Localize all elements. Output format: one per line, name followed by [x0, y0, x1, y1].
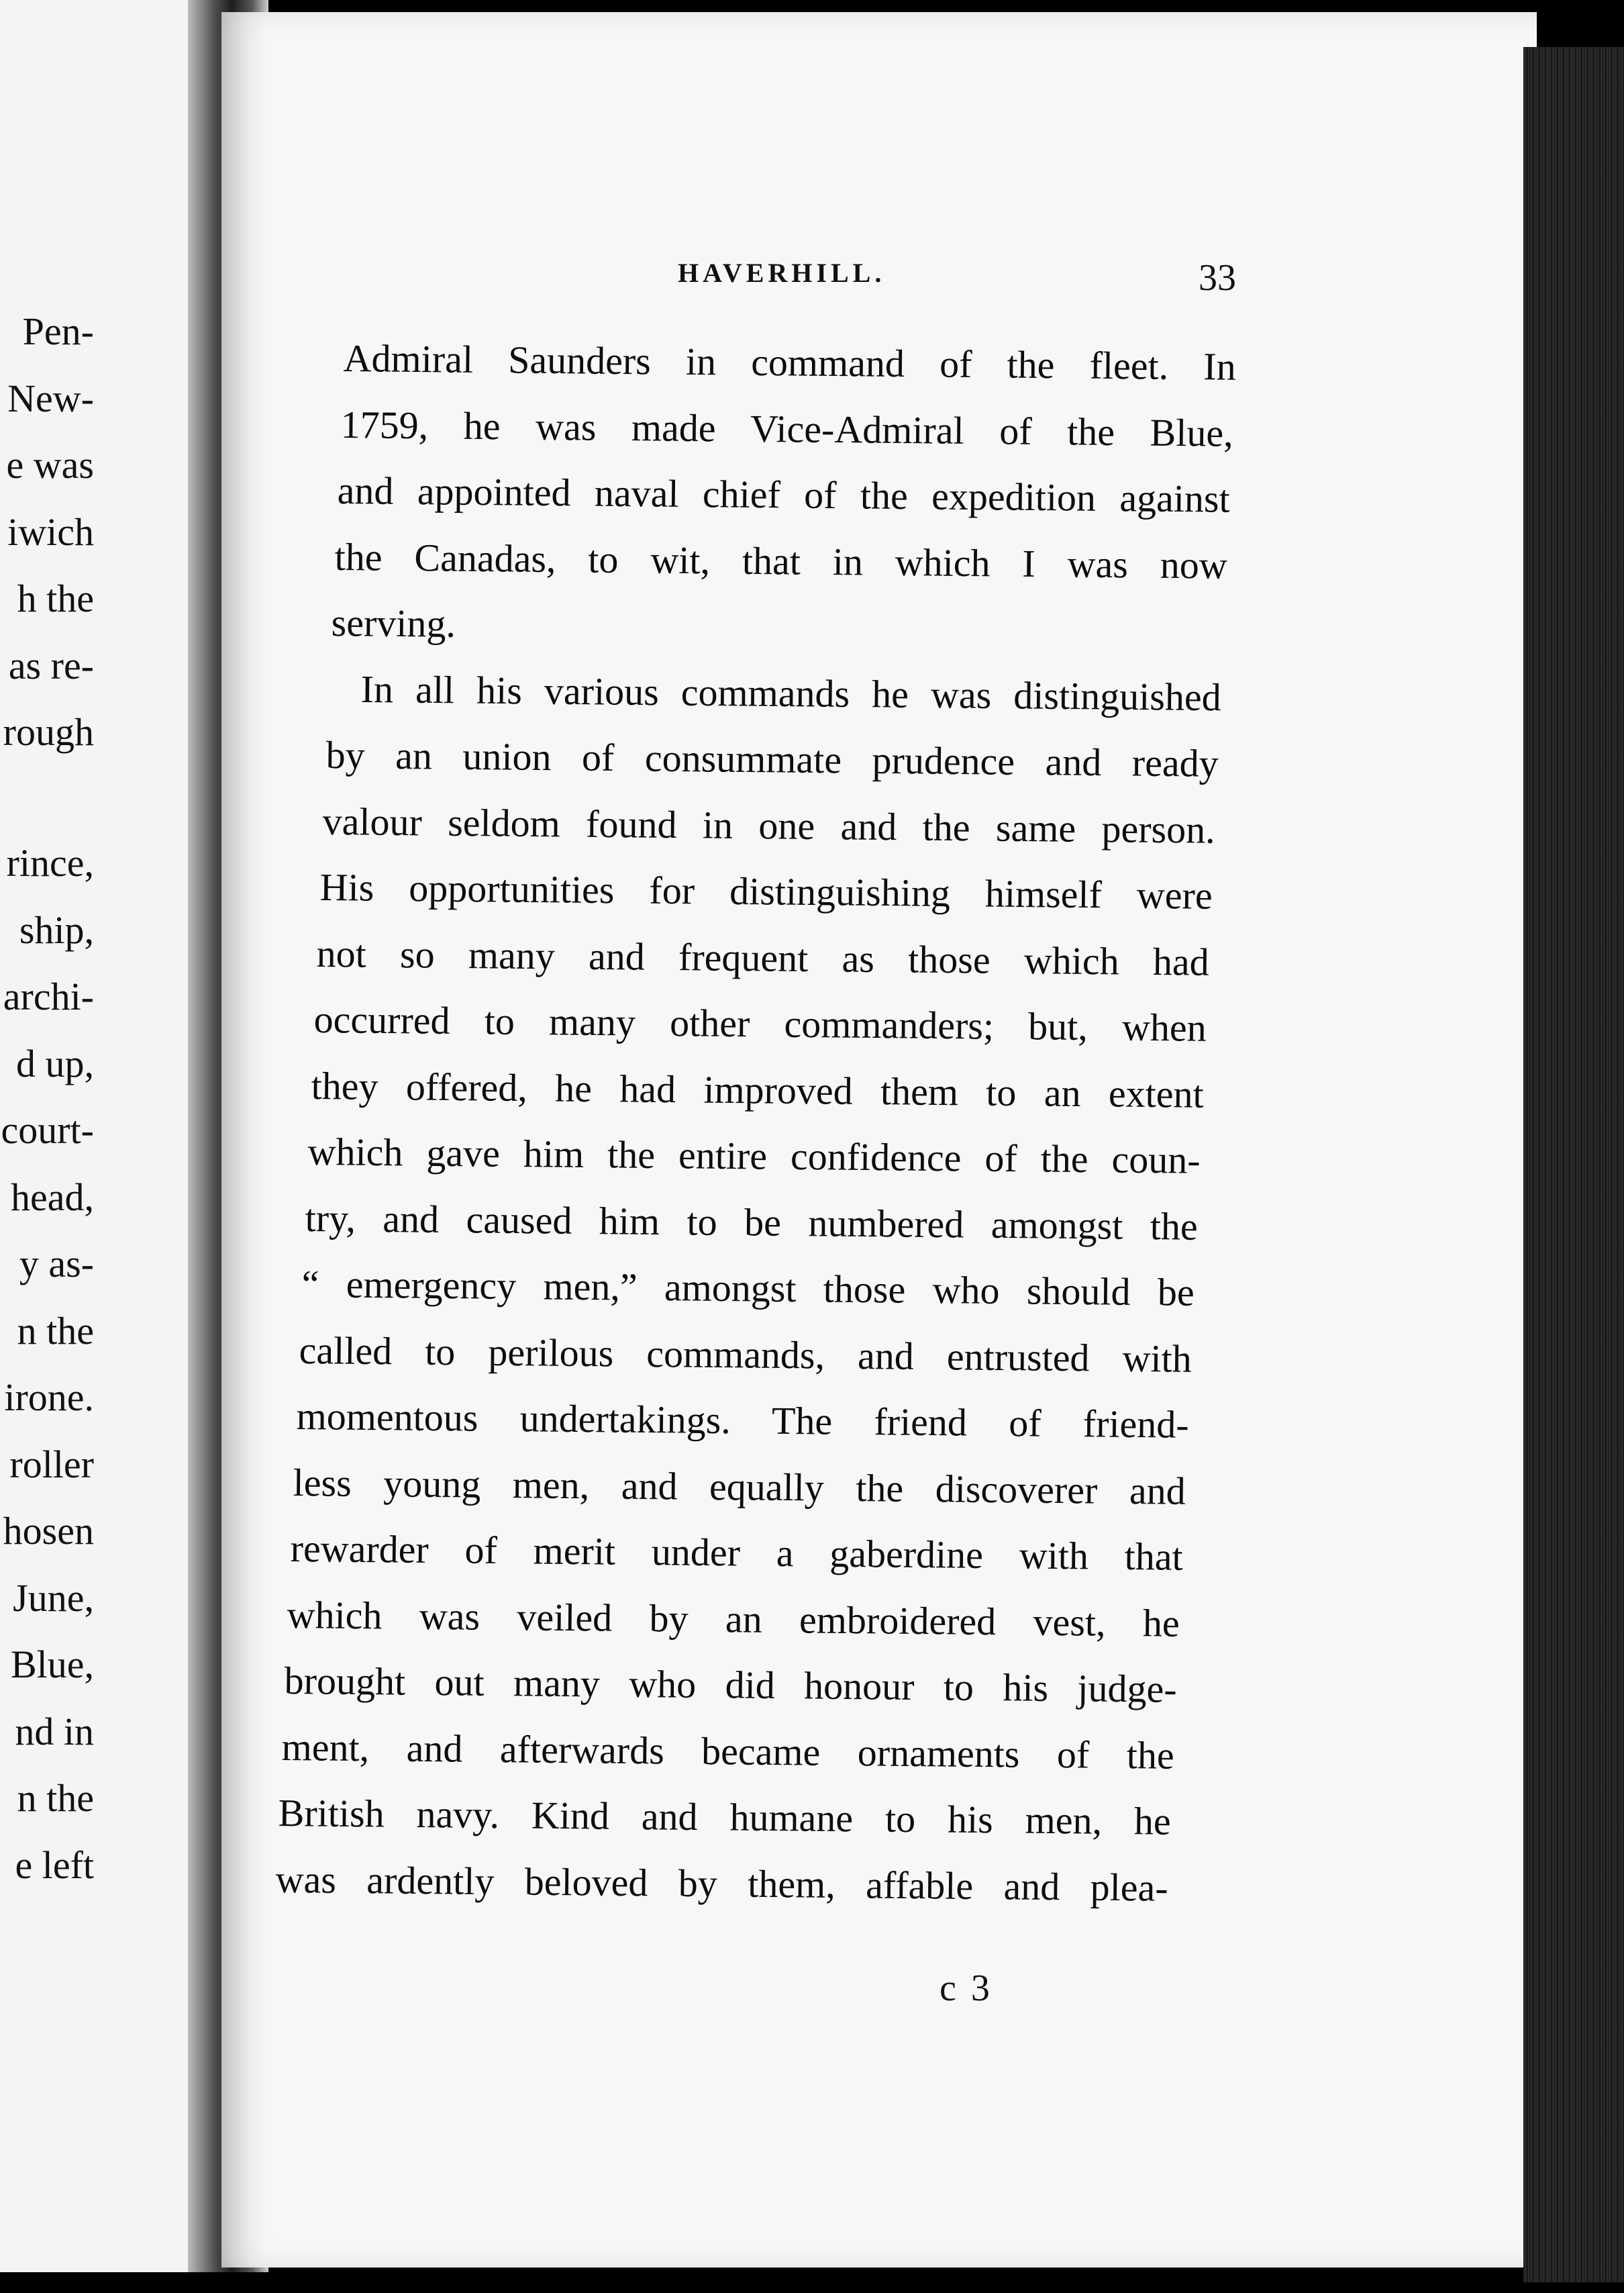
- body-line: His opportunities for distinguishing himself were: [319, 865, 1213, 918]
- left-page-line-fragment: roller: [9, 1442, 94, 1486]
- body-line: by an union of consummate prudence and ready: [325, 733, 1219, 785]
- left-page-line-fragment: n the: [17, 1308, 94, 1353]
- body-line: rewarder of merit under a gaberdine with that: [290, 1526, 1183, 1579]
- left-page-line-fragment: h the: [17, 577, 94, 620]
- body-line: not so many and frequent as those which had: [316, 931, 1210, 984]
- left-page-line-fragment: court-: [1, 1108, 94, 1152]
- body-line: Admiral Saunders in command of the fleet. In: [343, 336, 1236, 389]
- body-line: they offered, he had improved them to an extent: [311, 1063, 1204, 1116]
- body-line: brought out many who did honour to his judge-: [284, 1659, 1177, 1711]
- left-page-line-fragment: d up,: [16, 1041, 94, 1085]
- left-facing-page: [0, 0, 201, 2272]
- body-line: 1759, he was made Vice-Admiral of the Blue,: [340, 402, 1233, 455]
- left-page-line-fragment: rince,: [6, 841, 94, 885]
- body-line: called to perilous commands, and entrusted with: [299, 1328, 1192, 1381]
- left-page-line-fragment: n the: [17, 1776, 94, 1820]
- left-page-line-fragment: e was: [6, 443, 94, 487]
- left-page-line-fragment: y as-: [19, 1242, 94, 1285]
- body-line: serving.: [331, 601, 456, 646]
- left-page-line-fragment: nd in: [15, 1709, 94, 1753]
- left-page-line-fragment: as re-: [8, 643, 94, 687]
- body-line: less young men, and equally the discoverer and: [293, 1460, 1186, 1513]
- body-line: occurred to many other commanders; but, when: [313, 997, 1207, 1050]
- body-line: In all his various commands he was distinguished: [360, 667, 1221, 719]
- left-page-line-fragment: ship,: [19, 908, 94, 952]
- page-block-edges: [1523, 47, 1624, 2282]
- running-head: HAVERHILL.: [678, 258, 886, 288]
- signature-mark: c 3: [940, 1967, 993, 2009]
- left-page-line-fragment: New-: [7, 376, 94, 420]
- left-page-line-fragment: e left: [15, 1843, 94, 1887]
- body-line: the Canadas, to wit, that in which I was now: [334, 534, 1227, 587]
- body-line: valour seldom found in one and the same person.: [322, 799, 1216, 852]
- left-page-line-fragment: irone.: [4, 1375, 94, 1419]
- left-page-line-fragment: head,: [11, 1175, 94, 1219]
- body-line: which gave him the entire confidence of the coun-: [307, 1130, 1201, 1182]
- body-line: try, and caused him to be numbered amongst the: [305, 1196, 1198, 1249]
- left-page-line-fragment: archi-: [3, 975, 94, 1018]
- left-page-line-fragment: rough: [3, 710, 94, 754]
- body-line: and appointed naval chief of the expedition against: [337, 469, 1231, 521]
- page-number: 33: [1199, 257, 1236, 299]
- left-page-line-fragment: June,: [13, 1575, 94, 1620]
- body-line: ment, and afterwards became ornaments of the: [281, 1724, 1174, 1777]
- body-line: “ emergency men,” amongst those who should be: [301, 1262, 1195, 1314]
- left-page-line-fragment: Blue,: [10, 1643, 94, 1686]
- left-page-line-fragment: iwich: [7, 509, 94, 554]
- body-line: momentous undertakings. The friend of friend-: [296, 1394, 1189, 1447]
- left-page-line-fragment: hosen: [3, 1509, 94, 1553]
- body-line: which was veiled by an embroidered vest, he: [287, 1592, 1180, 1645]
- body-line: British navy. Kind and humane to his men, he: [278, 1791, 1172, 1843]
- body-line: was ardently beloved by them, affable and plea-: [275, 1857, 1168, 1910]
- left-page-line-fragment: Pen-: [22, 309, 94, 353]
